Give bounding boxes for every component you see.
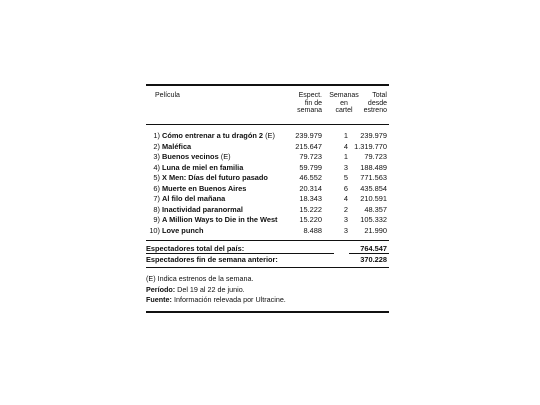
row-total: 1.319.770: [354, 141, 387, 151]
row-rank: 4): [153, 162, 160, 172]
table-row: [146, 163, 389, 174]
header-rule: [146, 124, 389, 125]
row-rank: 1): [153, 131, 160, 140]
row-title-text: Inactividad paranormal: [162, 204, 243, 214]
row-rank: 7): [153, 194, 160, 203]
note-periodo: Período: Del 19 al 22 de junio.: [146, 284, 245, 294]
header-semanas: Semanas en cartel: [329, 92, 359, 115]
row-espectadores: 239.979: [295, 131, 322, 140]
row-rank: 5): [153, 173, 160, 182]
row-title-text: Cómo entrenar a tu dragón 2: [162, 131, 264, 140]
note-estreno: (E) Indica estrenos de la semana.: [146, 274, 254, 283]
table-row: [146, 142, 389, 153]
row-title-text: Love punch: [162, 225, 204, 235]
row-title-text: X Men: Días del futuro pasado: [162, 173, 268, 182]
row-title-text: A Million Ways to Die in the West: [162, 215, 278, 224]
table-body: [146, 131, 389, 240]
row-total: 21.990: [364, 225, 387, 235]
row-total: 210.591: [360, 194, 387, 203]
summary-block: [146, 241, 389, 267]
row-semanas: 5: [343, 173, 348, 182]
table-row: [146, 173, 389, 184]
summary-total-pais: Espectadores total del país: 764.547: [146, 244, 387, 253]
row-semanas: 3: [343, 225, 348, 235]
row-rank: 6): [153, 183, 160, 193]
row-title: [162, 173, 268, 184]
row-total: 188.489: [360, 162, 387, 172]
row-total: 239.979: [360, 131, 387, 140]
row-title-text: Luna de miel en familia: [162, 162, 244, 172]
row-semanas: 4: [343, 194, 348, 203]
row-rank: 2): [153, 141, 160, 151]
note-fuente: Fuente: Información relevada por Ultracine.: [146, 295, 286, 304]
bottom-rule: [146, 311, 389, 313]
row-espectadores: 8.488: [303, 225, 322, 235]
row-estreno-mark: (E): [218, 152, 231, 161]
row-rank: 9): [153, 215, 160, 224]
header-espectadores: Espect. fin de semana: [297, 92, 322, 115]
table-header: [146, 86, 389, 124]
table-row: [146, 205, 389, 216]
table-row: [146, 226, 389, 237]
row-estreno-mark: (E): [263, 131, 275, 140]
notes-block: [146, 268, 389, 311]
row-title-text: Muerte en Buenos Aires: [162, 183, 247, 193]
table-row: [146, 194, 389, 205]
row-semanas: 4: [343, 141, 348, 151]
row-title: [162, 194, 225, 205]
row-semanas: 1: [343, 131, 348, 140]
row-espectadores: 59.799: [299, 162, 322, 172]
row-espectadores: 15.220: [299, 215, 322, 224]
header-pelicula: Película: [155, 92, 180, 99]
table-row: [146, 131, 389, 142]
row-title-text: Al filo del mañana: [162, 194, 226, 203]
row-semanas: 3: [343, 215, 348, 224]
row-title: [162, 215, 278, 226]
row-title-text: Maléfica: [162, 141, 192, 151]
row-total: 79.723: [364, 152, 387, 161]
row-title: [162, 163, 243, 174]
row-title: [162, 184, 246, 195]
table-row: [146, 215, 389, 226]
row-title: [162, 205, 243, 216]
header-total: Total desde estreno: [363, 92, 387, 115]
row-espectadores: 215.647: [295, 141, 322, 151]
summary-fin-semana-anterior: Espectadores fin de semana anterior: 370.228: [146, 255, 387, 264]
row-espectadores: 20.314: [299, 183, 322, 193]
row-total: 771.563: [360, 173, 387, 182]
box-office-table: [146, 84, 389, 313]
row-total: 48.357: [364, 204, 387, 214]
row-title: [162, 131, 275, 142]
row-title: [162, 142, 191, 153]
row-semanas: 2: [343, 204, 348, 214]
row-espectadores: 46.552: [299, 173, 322, 182]
row-espectadores: 18.343: [299, 194, 322, 203]
row-semanas: 6: [343, 183, 348, 193]
row-title: [162, 152, 231, 163]
row-semanas: 3: [343, 162, 348, 172]
row-rank: 8): [153, 204, 160, 214]
row-title-text: Buenos vecinos: [162, 152, 219, 161]
row-rank: 3): [153, 152, 160, 161]
row-rank: 10): [149, 225, 160, 235]
row-total: 105.332: [360, 215, 387, 224]
row-semanas: 1: [343, 152, 348, 161]
row-espectadores: 79.723: [299, 152, 322, 161]
row-title: [162, 226, 203, 237]
table-row: [146, 184, 389, 195]
table-row: [146, 152, 389, 163]
row-total: 435.854: [360, 183, 387, 193]
row-espectadores: 15.222: [299, 204, 322, 214]
